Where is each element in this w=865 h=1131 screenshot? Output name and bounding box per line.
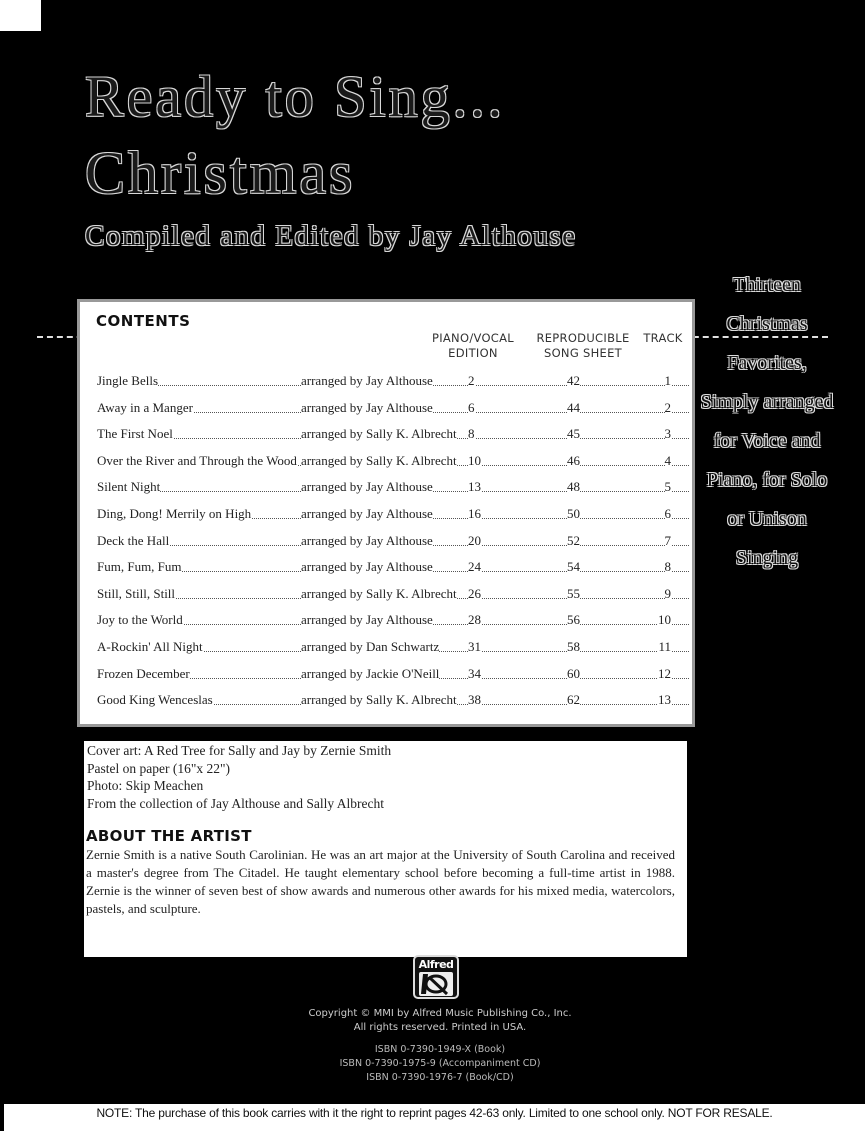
contents-heading: CONTENTS: [96, 312, 191, 330]
song-arranger: arranged by Jay Althouse: [301, 373, 433, 388]
contents-row: [97, 692, 689, 712]
piano-vocal-page: 26: [468, 585, 481, 601]
song-arranger: arranged by Jay Althouse: [301, 506, 433, 521]
resale-note-strip: [4, 1104, 865, 1131]
track-number: 1: [664, 373, 671, 388]
about-artist-heading: ABOUT THE ARTIST: [86, 827, 252, 845]
isbn-line: ISBN 0-7390-1975-9 (Accompaniment CD): [339, 1058, 541, 1069]
blurb-line: Simply arranged: [700, 391, 834, 413]
leader-dots: [468, 704, 567, 705]
blurb-line: or Unison: [727, 508, 807, 530]
credit-line: From the collection of Jay Althouse and Sally Albrecht: [87, 795, 384, 811]
column-header-reproducible: REPRODUCIBLE SONG SHEET: [536, 331, 630, 360]
copyright-line: All rights reserved. Printed in USA.: [353, 1022, 527, 1033]
song-sheet-page: 42: [567, 373, 580, 388]
column-header-track: TRACK: [643, 331, 683, 345]
book-subtitle: Compiled and Edited by Jay Althouse: [85, 220, 577, 252]
song-title: Frozen December: [97, 665, 190, 681]
song-title: Ding, Dong! Merrily on High: [97, 506, 252, 521]
blurb-line: Thirteen: [733, 274, 801, 296]
song-title: Deck the Hall: [97, 532, 170, 548]
leader-dots: [468, 385, 567, 386]
song-sheet-page: 60: [567, 665, 580, 681]
track-number: 5: [664, 479, 671, 495]
copyright-line: Copyright © MMI by Alfred Music Publishing Co., Inc.: [308, 1008, 572, 1019]
isbn-line: ISBN 0-7390-1949-X (Book): [374, 1044, 506, 1055]
song-arranger: arranged by Sally K. Albrecht: [301, 692, 457, 708]
blurb-line: Singing: [735, 547, 799, 569]
contents-row: [97, 639, 689, 659]
blurb-line: Christmas: [726, 313, 808, 335]
track-number: 6: [664, 506, 671, 521]
leader-dots: [468, 465, 567, 466]
contents-row: [97, 559, 689, 579]
piano-vocal-page: 31: [468, 639, 481, 654]
track-number: 4: [664, 452, 671, 468]
song-arranger: arranged by Dan Schwartz: [301, 639, 440, 654]
piano-vocal-page: 6: [468, 399, 475, 415]
track-number: 3: [664, 426, 671, 442]
track-number: 2: [664, 399, 671, 415]
leader-dots: [468, 545, 567, 546]
piano-vocal-page: 2: [468, 373, 475, 388]
copyright-notice: [300, 1007, 580, 1035]
column-header-piano-vocal: PIANO/VOCAL EDITION: [431, 331, 515, 360]
blurb-line: for Voice and: [713, 430, 821, 452]
contents-row: [97, 533, 689, 553]
info-panel: [84, 741, 687, 957]
resale-note: NOTE: The purchase of this book carries with it the right to reprint pages 42-63 only. Limited to one school only. NOT FOR RESALE.: [96, 1106, 773, 1120]
song-title: Over the River and Through the Wood: [97, 452, 297, 468]
song-sheet-page: 46: [567, 452, 580, 468]
song-title: Joy to the World: [97, 612, 183, 628]
piano-vocal-page: 8: [468, 426, 475, 442]
track-number: 13: [658, 692, 671, 708]
song-title: Still, Still, Still: [97, 585, 176, 601]
leader-dots: [468, 651, 567, 652]
leader-dots: [468, 678, 567, 679]
cover-credits: [87, 742, 391, 812]
song-title: Away in a Manger: [97, 399, 193, 415]
song-sheet-page: 58: [567, 639, 580, 654]
blurb-line: Favorites,: [727, 352, 807, 374]
logo-text: Alfred: [418, 958, 454, 971]
song-sheet-page: 56: [567, 612, 580, 628]
book-title-line-2: Christmas: [85, 140, 356, 206]
contents-row: [97, 479, 689, 499]
song-title: Good King Wenceslas: [97, 692, 213, 708]
song-title: A-Rockin' All Night: [97, 639, 203, 654]
logo-mark-icon: [419, 972, 453, 996]
track-number: 9: [664, 585, 671, 601]
song-arranger: arranged by Jay Althouse: [301, 532, 433, 548]
track-number: 12: [658, 665, 671, 681]
contents-row: [97, 373, 689, 393]
song-sheet-page: 55: [567, 585, 580, 601]
piano-vocal-page: 38: [468, 692, 481, 708]
sidebar-blurb: [692, 266, 842, 578]
contents-row: [97, 453, 689, 473]
song-sheet-page: 54: [567, 559, 580, 575]
song-arranger: arranged by Jay Althouse: [301, 479, 433, 495]
piano-vocal-page: 24: [468, 559, 481, 575]
piano-vocal-page: 13: [468, 479, 481, 495]
credit-line: Cover art: A Red Tree for Sally and Jay by Zernie Smith: [87, 743, 392, 758]
alfred-logo-icon: [413, 955, 459, 999]
credit-line: Photo: Skip Meachen: [87, 778, 204, 793]
song-arranger: arranged by Sally K. Albrecht: [301, 585, 457, 601]
about-artist-text: Zernie Smith is a native South Carolinian. He was an art major at the University of South Carolina and received a master's degree from The Citadel. He taught elementary school before becoming a full-time artist in 1988. Zernie is the winner of seven best of show awards and numerous other awards for his mixed media, watercolors, pastels, and sculpture.: [86, 847, 675, 916]
track-number: 11: [658, 639, 671, 654]
song-arranger: arranged by Jay Althouse: [301, 399, 433, 415]
leader-dots: [468, 571, 567, 572]
isbn-list: [300, 1043, 580, 1085]
piano-vocal-page: 20: [468, 532, 481, 548]
song-arranger: arranged by Sally K. Albrecht: [301, 452, 457, 468]
piano-vocal-page: 34: [468, 665, 481, 681]
song-sheet-page: 50: [567, 506, 580, 521]
song-arranger: arranged by Jay Althouse: [301, 559, 433, 575]
song-sheet-page: 44: [567, 399, 580, 415]
song-title: Silent Night: [97, 479, 161, 495]
song-title: Jingle Bells: [97, 373, 159, 388]
contents-row: [97, 426, 689, 446]
song-arranger: arranged by Jackie O'Neill: [301, 665, 440, 681]
isbn-line: ISBN 0-7390-1976-7 (Book/CD): [366, 1072, 514, 1083]
book-title-line-1: Ready to Sing...: [85, 64, 506, 129]
contents-row: [97, 506, 689, 526]
song-title: Fum, Fum, Fum: [97, 559, 182, 575]
piano-vocal-page: 10: [468, 452, 481, 468]
leader-dots: [468, 598, 567, 599]
song-sheet-page: 45: [567, 426, 580, 442]
song-arranger: arranged by Sally K. Albrecht: [301, 426, 457, 442]
song-sheet-page: 62: [567, 692, 580, 708]
song-sheet-page: 48: [567, 479, 580, 495]
piano-vocal-page: 28: [468, 612, 481, 628]
track-number: 8: [664, 559, 671, 575]
contents-panel: [77, 299, 695, 727]
leader-dots: [468, 412, 567, 413]
corner-marker: [0, 0, 41, 31]
song-title: The First Noel: [97, 426, 173, 442]
piano-vocal-page: 16: [468, 506, 481, 521]
track-number: 10: [658, 612, 671, 628]
blurb-line: Piano, for Solo: [706, 469, 828, 491]
leader-dots: [468, 491, 567, 492]
leader-dots: [468, 438, 567, 439]
contents-row: [97, 400, 689, 420]
leader-dots: [468, 518, 567, 519]
contents-row: [97, 666, 689, 686]
leader-dots: [468, 624, 567, 625]
song-sheet-page: 52: [567, 532, 580, 548]
contents-row: [97, 612, 689, 632]
credit-line: Pastel on paper (16"x 22"): [87, 760, 230, 776]
contents-row: [97, 586, 689, 606]
song-arranger: arranged by Jay Althouse: [301, 612, 433, 628]
track-number: 7: [664, 532, 671, 548]
